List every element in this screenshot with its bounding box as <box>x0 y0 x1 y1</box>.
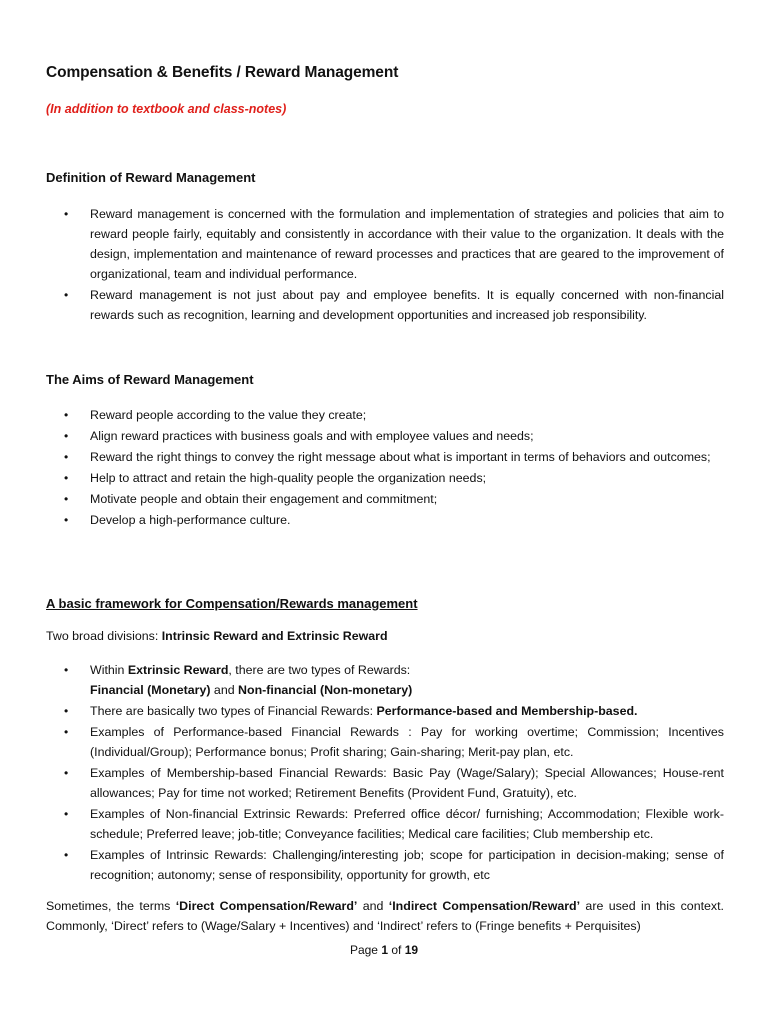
section-heading-definition: Definition of Reward Management <box>46 170 256 185</box>
bullet-icon: • <box>64 513 69 527</box>
bullet-icon: • <box>64 492 69 506</box>
page-number-footer: Page 1 of 19 <box>349 943 419 957</box>
list-item: • Examples of Intrinsic Rewards: Challenging/interesting job; scope for participation in decision-making; sense of recognition; autonomy; sense of responsibility, opportunity for growth, etc <box>46 845 724 885</box>
aims-list <box>46 405 724 531</box>
bullet-icon: • <box>64 704 69 718</box>
bullet-icon: • <box>64 450 69 464</box>
framework-list <box>46 660 724 886</box>
bullet-icon: • <box>64 429 69 443</box>
list-item: • There are basically two types of Financial Rewards: Performance-based and Membership-based. <box>46 701 724 721</box>
list-item: • Examples of Non-financial Extrinsic Rewards: Preferred office décor/ furnishing; Accommodation; Flexible work-schedule; Preferred leave; job-title; Conveyance facilities; Medical care facilities; Club membership etc. <box>46 804 724 844</box>
list-item: • Examples of Membership-based Financial Rewards: Basic Pay (Wage/Salary); Special Allowances; House-rent allowances; Pay for time not worked; Retirement Benefits (Provident Fund, Gratuity), etc. <box>46 763 724 803</box>
closing-paragraph: Sometimes, the terms ‘Direct Compensation/Reward’ and ‘Indirect Compensation/Reward’ are used in this context. Commonly, ‘Direct’ refers to (Wage/Salary + Incentives) and ‘Indirect’ refers to (Fringe benefits + Perquisites) <box>46 899 725 933</box>
bullet-icon: • <box>64 766 69 780</box>
bullet-icon: • <box>64 471 69 485</box>
bullet-icon: • <box>64 288 69 302</box>
list-item: • Reward management is concerned with the formulation and implementation of strategies and policies that aim to reward people fairly, equitably and consistently in accordance with their value to the organization. It deals with the design, implementation and maintenance of reward processes and practices that are geared to the improvement of organizational, team and individual performance. <box>46 204 724 284</box>
bullet-icon: • <box>64 725 69 739</box>
page-subtitle: (In addition to textbook and class-notes) <box>46 102 287 116</box>
section-heading-framework: A basic framework for Compensation/Rewards management <box>46 596 418 611</box>
section-heading-aims: The Aims of Reward Management <box>46 372 254 387</box>
list-item: • Develop a high-performance culture. <box>46 510 724 530</box>
page-title: Compensation & Benefits / Reward Management <box>46 64 399 81</box>
list-item: • Examples of Performance-based Financial Rewards : Pay for working overtime; Commission; Incentives (Individual/Group); Performance bonus; Profit sharing; Gain-sharing; Merit-pay plan, etc. <box>46 722 724 762</box>
list-item: • Reward management is not just about pay and employee benefits. It is equally concerned with non-financial rewards such as recognition, learning and development opportunities and increased job responsibility. <box>46 285 724 325</box>
bullet-icon: • <box>64 207 69 221</box>
list-item: • Reward people according to the value they create; <box>46 405 724 425</box>
list-item: • Align reward practices with business goals and with employee values and needs; <box>46 426 724 446</box>
definition-list <box>46 204 724 326</box>
bullet-icon: • <box>64 408 69 422</box>
bullet-icon: • <box>64 663 69 677</box>
list-item: • Within Extrinsic Reward, there are two types of Rewards: Financial (Monetary) and Non-financial (Non-monetary) <box>46 660 724 700</box>
bullet-icon: • <box>64 848 69 862</box>
bullet-icon: • <box>64 807 69 821</box>
list-item: • Reward the right things to convey the right message about what is important in terms of behaviors and outcomes; <box>46 447 724 467</box>
list-item: • Help to attract and retain the high-quality people the organization needs; <box>46 468 724 488</box>
framework-intro: Two broad divisions: Intrinsic Reward and Extrinsic Reward <box>46 629 388 643</box>
list-item: • Motivate people and obtain their engagement and commitment; <box>46 489 724 509</box>
